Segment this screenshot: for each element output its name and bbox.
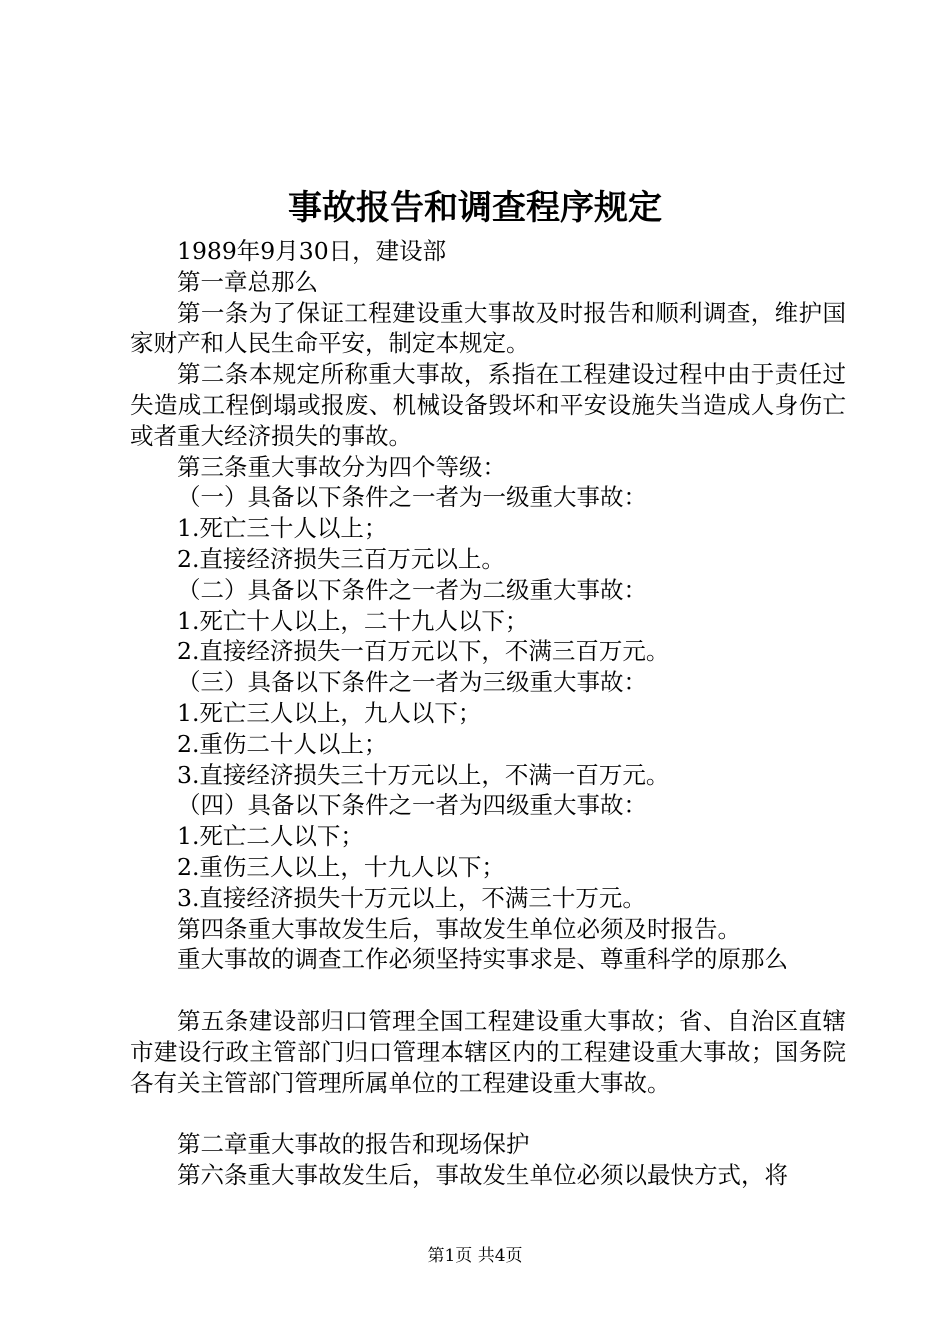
paragraph-level-4-item-2: 2.重伤三人以上，十九人以下； [177,852,505,881]
paragraph-gap [130,975,846,1006]
paragraph-level-1-item-1: 1.死亡三十人以上； [177,514,388,543]
paragraph-article-4: 第四条重大事故发生后，事故发生单位必须及时报告。 [177,914,741,943]
paragraph-level-4: （四）具备以下条件之一者为四级重大事故： [177,791,647,820]
paragraph-gap [130,1098,846,1129]
paragraph-level-2: （二）具备以下条件之一者为二级重大事故： [177,575,647,604]
paragraph-date: 1989年9月30日，建设部 [177,237,447,265]
paragraph-level-4-item-3: 3.直接经济损失十万元以上，不满三十万元。 [177,883,646,912]
paragraph-chapter-1: 第一章总那么 [177,267,318,296]
paragraph-principle: 重大事故的调查工作必须坚持实事求是、尊重科学的原那么 [177,945,788,974]
paragraph-chapter-2: 第二章重大事故的报告和现场保护 [177,1130,530,1159]
page-footer: 第1页 共4页 [427,1246,523,1266]
page-title: 事故报告和调查程序规定 [288,188,662,228]
paragraph-level-3-item-2: 2.重伤二十人以上； [177,729,388,758]
paragraph-level-3-item-1: 1.死亡三人以上，九人以下； [177,698,482,727]
paragraph-level-3: （三）具备以下条件之一者为三级重大事故： [177,668,647,697]
paragraph-level-4-item-1: 1.死亡二人以下； [177,822,364,851]
paragraph-article-6: 第六条重大事故发生后，事故发生单位必须以最快方式，将 [177,1160,788,1189]
paragraph-level-2-item-1: 1.死亡十人以上，二十九人以下； [177,606,529,635]
paragraph-level-1-item-2: 2.直接经济损失三百万元以上。 [177,544,505,573]
document-body [130,236,846,1191]
paragraph-level-3-item-3: 3.直接经济损失三十万元以上，不满一百万元。 [177,760,670,789]
paragraph-article-2: 第二条本规定所称重大事故，系指在工程建设过程中由于责任过失造成工程倒塌或报废、机械设备毁坏和平安设施失当造成人身伤亡或者重大经济损失的事故。 [130,360,846,450]
paragraph-article-5: 第五条建设部归口管理全国工程建设重大事故；省、自治区直辖市建设行政主管部门归口管理本辖区内的工程建设重大事故；国务院各有关主管部门管理所属单位的工程建设重大事故。 [130,1006,846,1097]
paragraph-level-1: （一）具备以下条件之一者为一级重大事故： [177,483,647,512]
paragraph-article-3: 第三条重大事故分为四个等级： [177,452,506,481]
paragraph-level-2-item-2: 2.直接经济损失一百万元以下，不满三百万元。 [177,637,670,666]
paragraph-article-1: 第一条为了保证工程建设重大事故及时报告和顺利调查，维护国家财产和人民生命平安，制定本规定。 [130,298,846,358]
